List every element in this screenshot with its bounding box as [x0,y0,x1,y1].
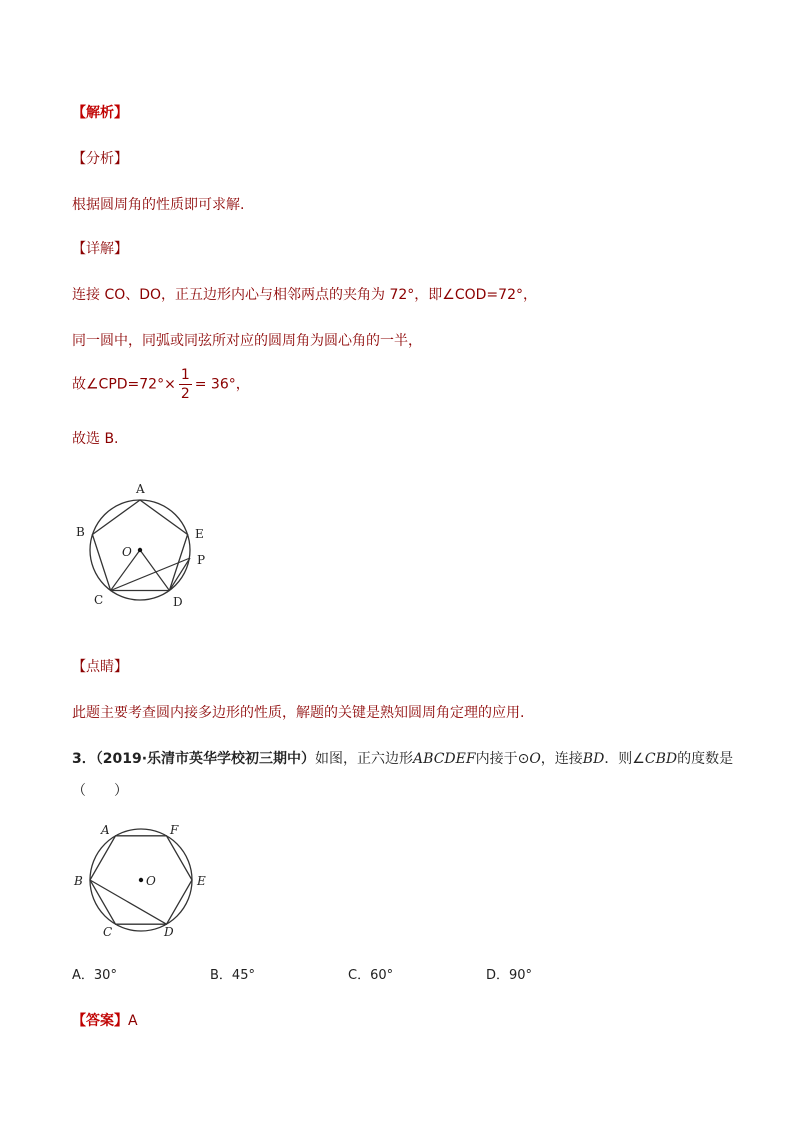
answer-value: A [128,1013,138,1029]
label-p: P [197,553,206,567]
label-f: F [170,823,179,837]
option-b [210,964,255,983]
stem-angle: CBD [644,751,678,767]
segment-dp [169,558,190,591]
label-b: B [74,874,83,888]
hexagon-figure [70,818,220,943]
stem-part-d: ．则∠ [604,751,645,767]
option-c-letter: C． [348,968,371,983]
step3-suffix: = 36°， [194,376,250,393]
answer-heading: 【答案】 [72,1013,128,1029]
label-c: C [94,593,104,607]
stem-part-c: ，连接 [540,751,583,767]
solution-step-4: 故选 B. [72,431,119,447]
fraction [179,366,192,403]
label-a: A [101,823,110,837]
solution-step-2: 同一圆中，同弧或同弦所对应的圆周角为圆心角的一半， [72,333,422,349]
stem-circle: O [529,751,541,767]
question-number: 3． [72,751,96,767]
pentagon-figure [70,478,220,613]
fenxi-heading: 【分析】 [72,151,128,167]
stem-segment: BD [582,751,605,767]
option-d [486,964,532,983]
option-d-letter: D． [486,968,510,983]
option-b-value: 45° [231,968,255,983]
dianjing-text: 此题主要考查圆内接多边形的性质，解题的关键是熟知圆周角定理的应用. [72,705,525,721]
center-point [138,548,142,552]
answer-blank: （ ） [72,783,128,799]
fenxi-text: 根据圆周角的性质即可求解. [72,197,245,213]
label-o: O [122,545,132,559]
analysis-heading: 【解析】 [72,105,128,121]
label-e: E [195,527,204,541]
answer-line [72,1010,138,1030]
center-point [139,878,143,882]
solution-step-1: 连接 CO、DO，正五边形内心与相邻两点的夹角为 72°，即∠COD=72°， [72,287,537,303]
stem-part-e: 的度数是 [677,751,734,767]
question-3-stem [72,748,733,768]
segment-od [140,550,169,591]
stem-part-a: 如图，正六边形 [315,751,414,767]
option-c-value: 60° [370,968,394,983]
label-b: B [76,525,85,539]
stem-polygon: ABCDEF [413,751,476,767]
step3-prefix: 故∠CPD=72°× [72,376,176,393]
option-a-value: 30° [93,968,117,983]
stem-part-b: 内接于⊙ [475,751,530,767]
label-d: D [164,925,174,939]
option-d-value: 90° [509,968,533,983]
label-d: D [173,595,183,609]
label-e: E [197,874,206,888]
option-c [348,964,393,983]
fraction-denominator: 2 [180,386,190,402]
label-c: C [103,925,113,939]
option-b-letter: B． [210,968,232,983]
label-a: A [136,482,145,496]
question-source: （2019·乐清市英华学校初三期中） [95,751,316,767]
xiangjie-heading: 【详解】 [72,241,128,257]
option-a-letter: A． [72,968,94,983]
option-a [72,964,117,983]
label-o: O [146,874,156,888]
fraction-numerator: 1 [180,367,190,383]
dianjing-heading: 【点睛】 [72,659,128,675]
solution-step-3 [72,366,250,403]
